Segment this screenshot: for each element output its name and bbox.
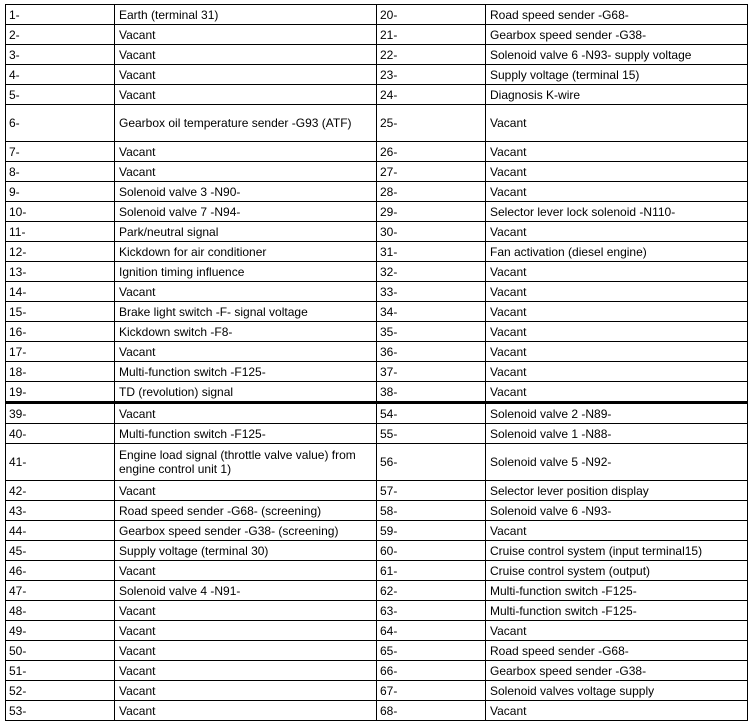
pin-number-cell: 8- xyxy=(6,162,115,182)
pin-description-cell: Road speed sender -G68- xyxy=(486,641,748,661)
pin-number-cell: 65- xyxy=(377,641,486,661)
pin-description-cell: Selector lever lock solenoid -N110- xyxy=(486,202,748,222)
pin-description-cell: Cruise control system (output) xyxy=(486,561,748,581)
pin-number-cell: 51- xyxy=(6,661,115,681)
table-row xyxy=(6,382,748,403)
pin-description-cell: Vacant xyxy=(115,701,377,721)
pin-description-cell: Vacant xyxy=(115,342,377,362)
pin-number-cell: 27- xyxy=(377,162,486,182)
pin-number-cell: 36- xyxy=(377,342,486,362)
pin-number-cell: 6- xyxy=(6,105,115,142)
pin-description-cell: Engine load signal (throttle valve value) from engine control unit 1) xyxy=(115,444,377,481)
pin-number-cell: 5- xyxy=(6,85,115,105)
pin-number-cell: 17- xyxy=(6,342,115,362)
pin-number-cell: 31- xyxy=(377,242,486,262)
pin-description-cell: Solenoid valve 1 -N88- xyxy=(486,424,748,444)
pin-description-cell: Vacant xyxy=(486,521,748,541)
pin-number-cell: 39- xyxy=(6,403,115,424)
pin-number-cell: 22- xyxy=(377,45,486,65)
pin-description-cell: Solenoid valve 6 -N93- supply voltage xyxy=(486,45,748,65)
table-row xyxy=(6,424,748,444)
pin-number-cell: 46- xyxy=(6,561,115,581)
table-row xyxy=(6,162,748,182)
pin-description-cell: Vacant xyxy=(486,282,748,302)
pin-number-cell: 13- xyxy=(6,262,115,282)
pin-description-cell: Vacant xyxy=(486,105,748,142)
pin-description-cell: TD (revolution) signal xyxy=(115,382,377,403)
pin-description-cell: Solenoid valve 4 -N91- xyxy=(115,581,377,601)
pin-description-cell: Vacant xyxy=(115,45,377,65)
pin-number-cell: 56- xyxy=(377,444,486,481)
pin-number-cell: 38- xyxy=(377,382,486,403)
pin-number-cell: 23- xyxy=(377,65,486,85)
pin-description-cell: Vacant xyxy=(115,561,377,581)
pin-number-cell: 68- xyxy=(377,701,486,721)
pin-description-cell: Vacant xyxy=(115,162,377,182)
pin-description-cell: Vacant xyxy=(115,142,377,162)
pin-number-cell: 9- xyxy=(6,182,115,202)
pin-number-cell: 18- xyxy=(6,362,115,382)
table-row xyxy=(6,362,748,382)
pin-description-cell: Vacant xyxy=(486,162,748,182)
pin-description-cell: Vacant xyxy=(115,661,377,681)
pin-number-cell: 20- xyxy=(377,5,486,25)
pin-number-cell: 24- xyxy=(377,85,486,105)
table-row xyxy=(6,45,748,65)
pin-description-cell: Road speed sender -G68- xyxy=(486,5,748,25)
pin-number-cell: 40- xyxy=(6,424,115,444)
pin-number-cell: 34- xyxy=(377,302,486,322)
pin-number-cell: 58- xyxy=(377,501,486,521)
table-row xyxy=(6,65,748,85)
pin-number-cell: 53- xyxy=(6,701,115,721)
pin-description-cell: Brake light switch -F- signal voltage xyxy=(115,302,377,322)
pin-number-cell: 33- xyxy=(377,282,486,302)
table-row xyxy=(6,661,748,681)
table-row xyxy=(6,105,748,142)
pin-description-cell: Vacant xyxy=(115,282,377,302)
pin-description-cell: Vacant xyxy=(486,362,748,382)
pin-number-cell: 25- xyxy=(377,105,486,142)
pin-number-cell: 48- xyxy=(6,601,115,621)
pin-description-cell: Road speed sender -G68- (screening) xyxy=(115,501,377,521)
table-row xyxy=(6,403,748,424)
pin-description-cell: Solenoid valve 6 -N93- xyxy=(486,501,748,521)
pin-description-cell: Vacant xyxy=(115,481,377,501)
pin-description-cell: Vacant xyxy=(486,322,748,342)
pin-number-cell: 43- xyxy=(6,501,115,521)
pin-description-cell: Solenoid valve 5 -N92- xyxy=(486,444,748,481)
pin-number-cell: 54- xyxy=(377,403,486,424)
pin-number-cell: 32- xyxy=(377,262,486,282)
table-row xyxy=(6,561,748,581)
pin-number-cell: 44- xyxy=(6,521,115,541)
pin-number-cell: 3- xyxy=(6,45,115,65)
table-row xyxy=(6,322,748,342)
pin-number-cell: 11- xyxy=(6,222,115,242)
pin-description-cell: Vacant xyxy=(115,65,377,85)
pin-number-cell: 41- xyxy=(6,444,115,481)
pin-number-cell: 26- xyxy=(377,142,486,162)
pin-description-cell: Vacant xyxy=(115,621,377,641)
pin-number-cell: 12- xyxy=(6,242,115,262)
pin-description-cell: Multi-function switch -F125- xyxy=(115,424,377,444)
table-row xyxy=(6,501,748,521)
pin-number-cell: 63- xyxy=(377,601,486,621)
pin-description-cell: Solenoid valve 7 -N94- xyxy=(115,202,377,222)
pin-number-cell: 57- xyxy=(377,481,486,501)
pin-description-cell: Vacant xyxy=(115,25,377,45)
table-row xyxy=(6,202,748,222)
pin-number-cell: 66- xyxy=(377,661,486,681)
pin-description-cell: Solenoid valve 3 -N90- xyxy=(115,182,377,202)
table-row xyxy=(6,641,748,661)
pin-description-cell: Multi-function switch -F125- xyxy=(486,581,748,601)
pin-number-cell: 67- xyxy=(377,681,486,701)
pin-description-cell: Vacant xyxy=(486,142,748,162)
pin-number-cell: 35- xyxy=(377,322,486,342)
pin-description-cell: Cruise control system (input terminal15) xyxy=(486,541,748,561)
pin-number-cell: 14- xyxy=(6,282,115,302)
pin-number-cell: 49- xyxy=(6,621,115,641)
pin-description-cell: Vacant xyxy=(115,681,377,701)
table-row xyxy=(6,701,748,721)
pin-description-cell: Earth (terminal 31) xyxy=(115,5,377,25)
pin-description-cell: Kickdown for air conditioner xyxy=(115,242,377,262)
pin-number-cell: 59- xyxy=(377,521,486,541)
pin-number-cell: 60- xyxy=(377,541,486,561)
pin-description-cell: Ignition timing influence xyxy=(115,262,377,282)
pin-number-cell: 42- xyxy=(6,481,115,501)
table-row xyxy=(6,302,748,322)
pin-description-cell: Vacant xyxy=(486,182,748,202)
table-row xyxy=(6,601,748,621)
pin-description-cell: Gearbox speed sender -G38- (screening) xyxy=(115,521,377,541)
pin-number-cell: 55- xyxy=(377,424,486,444)
pin-number-cell: 29- xyxy=(377,202,486,222)
pin-description-cell: Solenoid valves voltage supply xyxy=(486,681,748,701)
table-row xyxy=(6,85,748,105)
pin-assignment-table xyxy=(5,4,748,721)
pin-number-cell: 7- xyxy=(6,142,115,162)
pin-number-cell: 4- xyxy=(6,65,115,85)
pin-description-cell: Vacant xyxy=(115,641,377,661)
pin-number-cell: 1- xyxy=(6,5,115,25)
pin-number-cell: 50- xyxy=(6,641,115,661)
pin-number-cell: 52- xyxy=(6,681,115,701)
pin-number-cell: 10- xyxy=(6,202,115,222)
pin-description-cell: Park/neutral signal xyxy=(115,222,377,242)
pin-description-cell: Selector lever position display xyxy=(486,481,748,501)
pin-description-cell: Vacant xyxy=(486,342,748,362)
table-row xyxy=(6,541,748,561)
pin-description-cell: Vacant xyxy=(486,302,748,322)
pin-description-cell: Kickdown switch -F8- xyxy=(115,322,377,342)
pin-number-cell: 45- xyxy=(6,541,115,561)
table-row xyxy=(6,25,748,45)
pin-description-cell: Multi-function switch -F125- xyxy=(486,601,748,621)
pin-description-cell: Vacant xyxy=(486,382,748,403)
table-row xyxy=(6,342,748,362)
table-row xyxy=(6,242,748,262)
pin-number-cell: 61- xyxy=(377,561,486,581)
pin-description-cell: Gearbox speed sender -G38- xyxy=(486,25,748,45)
pin-description-cell: Diagnosis K-wire xyxy=(486,85,748,105)
pin-number-cell: 21- xyxy=(377,25,486,45)
table-row xyxy=(6,444,748,481)
pin-description-cell: Supply voltage (terminal 30) xyxy=(115,541,377,561)
table-row xyxy=(6,262,748,282)
table-row xyxy=(6,222,748,242)
pin-number-cell: 30- xyxy=(377,222,486,242)
pin-number-cell: 15- xyxy=(6,302,115,322)
pin-number-cell: 28- xyxy=(377,182,486,202)
table-row xyxy=(6,521,748,541)
pin-description-cell: Multi-function switch -F125- xyxy=(115,362,377,382)
pin-number-cell: 62- xyxy=(377,581,486,601)
pin-number-cell: 16- xyxy=(6,322,115,342)
table-row xyxy=(6,581,748,601)
pin-number-cell: 37- xyxy=(377,362,486,382)
table-row xyxy=(6,621,748,641)
pin-description-cell: Solenoid valve 2 -N89- xyxy=(486,403,748,424)
table-row xyxy=(6,681,748,701)
pin-description-cell: Vacant xyxy=(115,85,377,105)
pin-number-cell: 47- xyxy=(6,581,115,601)
pin-table-body xyxy=(6,5,748,721)
table-row xyxy=(6,282,748,302)
pin-description-cell: Supply voltage (terminal 15) xyxy=(486,65,748,85)
pin-number-cell: 19- xyxy=(6,382,115,403)
pin-assignment-document xyxy=(5,4,748,721)
table-row xyxy=(6,142,748,162)
pin-description-cell: Gearbox speed sender -G38- xyxy=(486,661,748,681)
table-row xyxy=(6,5,748,25)
pin-number-cell: 64- xyxy=(377,621,486,641)
pin-description-cell: Vacant xyxy=(486,262,748,282)
pin-number-cell: 2- xyxy=(6,25,115,45)
pin-description-cell: Vacant xyxy=(486,222,748,242)
table-row xyxy=(6,182,748,202)
pin-description-cell: Vacant xyxy=(115,403,377,424)
pin-description-cell: Vacant xyxy=(486,701,748,721)
pin-description-cell: Vacant xyxy=(115,601,377,621)
pin-description-cell: Gearbox oil temperature sender -G93 (ATF) xyxy=(115,105,377,142)
pin-description-cell: Fan activation (diesel engine) xyxy=(486,242,748,262)
table-row xyxy=(6,481,748,501)
pin-description-cell: Vacant xyxy=(486,621,748,641)
